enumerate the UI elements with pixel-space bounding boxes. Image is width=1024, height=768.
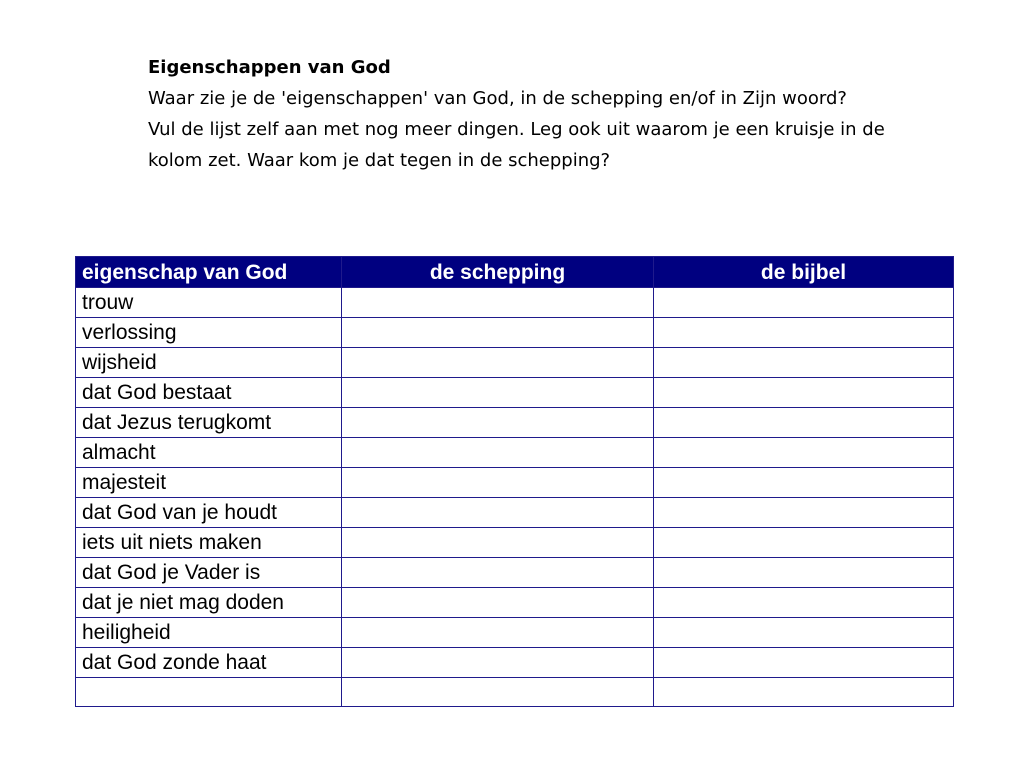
property-cell: majesteit (76, 468, 342, 498)
bible-cell (654, 618, 954, 648)
creation-cell (342, 588, 654, 618)
worksheet-title: Eigenschappen van God (148, 57, 391, 78)
property-cell: dat God je Vader is (76, 558, 342, 588)
table-row (76, 618, 954, 648)
properties-table (75, 256, 954, 707)
table-row (76, 648, 954, 678)
property-cell: almacht (76, 438, 342, 468)
table-row (76, 588, 954, 618)
table-row (76, 558, 954, 588)
column-header-schepping: de schepping (342, 257, 654, 288)
bible-cell (654, 678, 954, 707)
property-cell: dat God bestaat (76, 378, 342, 408)
bible-cell (654, 288, 954, 318)
column-header-eigenschap: eigenschap van God (76, 257, 342, 288)
bible-cell (654, 318, 954, 348)
table-row (76, 348, 954, 378)
creation-cell (342, 648, 654, 678)
table-row (76, 408, 954, 438)
table-row (76, 678, 954, 707)
table-row (76, 288, 954, 318)
property-cell: dat God van je houdt (76, 498, 342, 528)
worksheet-question: Waar zie je de 'eigenschappen' van God, in de schepping en/of in Zijn woord? (148, 88, 847, 109)
bible-cell (654, 378, 954, 408)
worksheet-instruction: Vul de lijst zelf aan met nog meer dingen. Leg ook uit waarom je een kruisje in de kolom zet. Waar kom je dat tegen in de schepping? (148, 119, 885, 171)
creation-cell (342, 498, 654, 528)
table-row (76, 318, 954, 348)
creation-cell (342, 558, 654, 588)
property-cell: trouw (76, 288, 342, 318)
table-body (76, 288, 954, 707)
creation-cell (342, 438, 654, 468)
property-cell: dat Jezus terugkomt (76, 408, 342, 438)
property-cell: wijsheid (76, 348, 342, 378)
table-row (76, 378, 954, 408)
bible-cell (654, 648, 954, 678)
property-cell: iets uit niets maken (76, 528, 342, 558)
bible-cell (654, 558, 954, 588)
creation-cell (342, 618, 654, 648)
property-cell: dat God zonde haat (76, 648, 342, 678)
creation-cell (342, 528, 654, 558)
creation-cell (342, 378, 654, 408)
property-cell: verlossing (76, 318, 342, 348)
creation-cell (342, 318, 654, 348)
table-header-row (76, 257, 954, 288)
creation-cell (342, 348, 654, 378)
bible-cell (654, 438, 954, 468)
property-cell (76, 678, 342, 707)
creation-cell (342, 678, 654, 707)
bible-cell (654, 528, 954, 558)
bible-cell (654, 498, 954, 528)
bible-cell (654, 468, 954, 498)
creation-cell (342, 468, 654, 498)
bible-cell (654, 348, 954, 378)
creation-cell (342, 408, 654, 438)
creation-cell (342, 288, 654, 318)
column-header-bijbel: de bijbel (654, 257, 954, 288)
table-row (76, 468, 954, 498)
table-row (76, 438, 954, 468)
bible-cell (654, 408, 954, 438)
property-cell: dat je niet mag doden (76, 588, 342, 618)
intro-text (148, 52, 888, 176)
table-row (76, 498, 954, 528)
property-cell: heiligheid (76, 618, 342, 648)
bible-cell (654, 588, 954, 618)
table-row (76, 528, 954, 558)
